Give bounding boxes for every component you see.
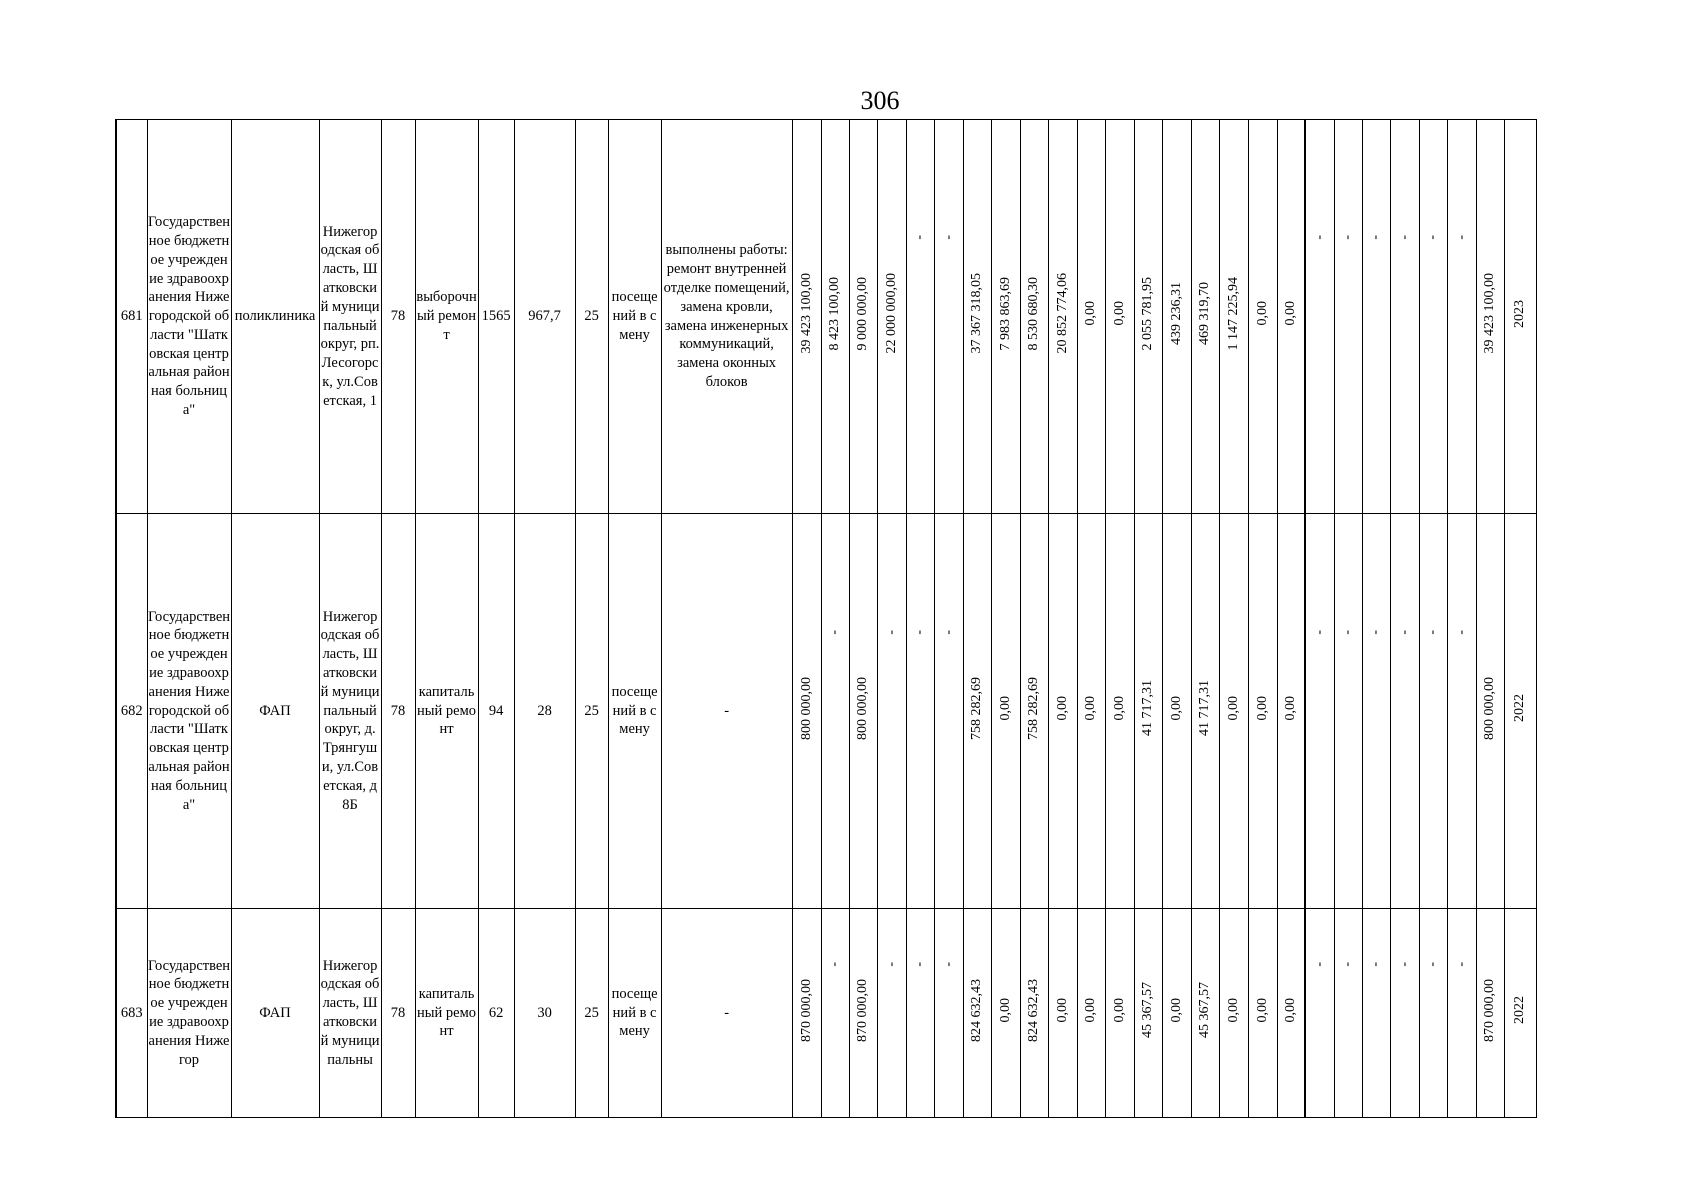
cell-capacity: [575, 909, 608, 1118]
cell-amount: [1077, 120, 1105, 514]
cell-amount: [991, 909, 1020, 1118]
cell-amount: [1334, 120, 1362, 514]
amount-value: 39 423 100,00: [1482, 273, 1498, 354]
cell-amount: [1419, 514, 1447, 909]
cell-amount: [1048, 909, 1077, 1118]
amount-value: 0,00: [1083, 997, 1099, 1023]
cell-amount: [849, 514, 877, 909]
amount-value: -: [1396, 235, 1412, 241]
amount-value: 0,00: [997, 997, 1013, 1023]
cell-capacity-unit: [608, 120, 661, 514]
cell-amount: [934, 120, 963, 514]
capacity: 25: [584, 308, 599, 325]
amount-value: 39 423 100,00: [798, 273, 814, 354]
year-built: 62: [488, 1004, 504, 1021]
cell-amount: [1334, 514, 1362, 909]
cell-amount: [821, 514, 849, 909]
code-cell: 78: [390, 1004, 406, 1021]
cell-amount: [1219, 120, 1248, 514]
cell-facility-type: [231, 514, 319, 909]
amount-value: -: [1453, 629, 1469, 635]
cell-amount: [849, 909, 877, 1118]
work-type: выборочный ремонт: [416, 289, 477, 343]
cell-capacity: [575, 120, 608, 514]
cell-amount: [1105, 120, 1134, 514]
cell-amount: [1105, 909, 1134, 1118]
cell-amount: [1362, 120, 1390, 514]
cell-year-built: [478, 120, 514, 514]
cell-amount: [821, 120, 849, 514]
cell-amount: [1248, 909, 1277, 1118]
cell-amount: [963, 909, 991, 1118]
amount-value: 22 000 000,00: [883, 273, 899, 354]
cell-floor-area: [514, 909, 575, 1118]
amount-value: 0,00: [1254, 997, 1270, 1023]
cell-amount: [1390, 120, 1419, 514]
amount-value: 0,00: [997, 695, 1013, 721]
amount-value: 800 000,00: [1482, 676, 1498, 740]
amount-value: 8 423 100,00: [827, 276, 843, 351]
cell-amount: [877, 514, 906, 909]
cell-amount: [1020, 120, 1048, 514]
cell-amount: [792, 120, 821, 514]
amount-value: 9 000 000,00: [855, 276, 871, 351]
amount-value: 758 282,69: [969, 676, 985, 740]
amount-value: 469 319,70: [1197, 282, 1213, 346]
cell-amount: [1134, 120, 1162, 514]
cell-amount: [1419, 909, 1447, 1118]
cell-amount: [1447, 120, 1476, 514]
cell-works-description: [661, 120, 792, 514]
cell-amount: [1277, 120, 1305, 514]
cell-year-built: [478, 909, 514, 1118]
amount-value: -: [1368, 961, 1384, 967]
cell-amount: [1419, 120, 1447, 514]
cell-amount: [792, 514, 821, 909]
cell-organization-name: [147, 120, 231, 514]
works-description: -: [724, 702, 730, 719]
facility-type: поликлиника: [234, 308, 316, 325]
cell-amount: [1248, 514, 1277, 909]
capacity: 25: [584, 702, 599, 719]
amount-value: 0,00: [1225, 695, 1241, 721]
cell-amount: [1219, 909, 1248, 1118]
cell-facility-type: [231, 120, 319, 514]
amount-value: 7 983 863,69: [997, 276, 1013, 351]
cell-amount: [1191, 120, 1219, 514]
amount-value: -: [1453, 235, 1469, 241]
amount-value: 0,00: [1083, 695, 1099, 721]
cell-works-description: [661, 909, 792, 1118]
amount-value: -: [827, 629, 843, 635]
cell-amount: [1134, 514, 1162, 909]
facility-address: Нижегородская область, Шатковский муниципальный округ, д. Трянгуши, ул.Советская, д8Б: [320, 608, 380, 813]
cell-code-cell: [381, 909, 415, 1118]
table-row: [116, 514, 1537, 909]
cell-amount: [1134, 909, 1162, 1118]
amount-value: -: [1340, 235, 1356, 241]
amount-value: 45 367,57: [1197, 982, 1213, 1039]
amount-value: -: [1425, 961, 1441, 967]
cell-work-type: [415, 120, 478, 514]
amount-value: -: [1311, 235, 1327, 241]
amount-value: 0,00: [1168, 997, 1184, 1023]
work-type: капитальный ремонт: [417, 985, 477, 1040]
amount-value: 824 632,43: [1026, 978, 1042, 1042]
amount-value: 41 717,31: [1197, 680, 1213, 737]
cell-amount: [1305, 514, 1334, 909]
cell-works-description: [661, 514, 792, 909]
amount-value: -: [1311, 629, 1327, 635]
cell-code-cell: [381, 120, 415, 514]
cell-amount: [1105, 514, 1134, 909]
amount-value: 0,00: [1254, 301, 1270, 326]
cell-amount: [991, 120, 1020, 514]
cell-amount: [849, 120, 877, 514]
cell-facility-address: [319, 514, 381, 909]
amount-value: 439 236,31: [1168, 282, 1184, 346]
cell-amount: [1020, 514, 1048, 909]
amount-value: 870 000,00: [1482, 978, 1498, 1042]
register-table: [115, 119, 1537, 1118]
cell-row-number: [116, 120, 147, 514]
cell-amount: [1191, 514, 1219, 909]
cell-amount: [1048, 514, 1077, 909]
amount-value: -: [1425, 235, 1441, 241]
cell-amount: [1162, 514, 1191, 909]
cell-amount: [1476, 120, 1504, 514]
cell-amount: [1277, 514, 1305, 909]
cell-amount: [1504, 120, 1536, 514]
cell-amount: [1077, 909, 1105, 1118]
cell-amount: [1362, 514, 1390, 909]
amount-value: -: [912, 235, 928, 241]
completion-year: 2022: [1512, 996, 1528, 1025]
amount-value: 0,00: [1111, 301, 1127, 326]
amount-value: 758 282,69: [1026, 676, 1042, 740]
cell-amount: [1362, 909, 1390, 1118]
cell-amount: [1077, 514, 1105, 909]
amount-value: -: [827, 961, 843, 967]
amount-value: -: [1368, 235, 1384, 241]
cell-floor-area: [514, 120, 575, 514]
amount-value: 0,00: [1054, 997, 1070, 1023]
works-description: выполнены работы: ремонт внутренней отделке помещений, замена кровли, замена инженерных коммуникаций, замена оконных блоков: [663, 242, 790, 390]
cell-amount: [1305, 120, 1334, 514]
amount-value: -: [1425, 629, 1441, 635]
cell-amount: [1334, 909, 1362, 1118]
amount-value: 20 852 774,06: [1054, 273, 1070, 354]
cell-year-built: [478, 514, 514, 909]
cell-organization-name: [147, 514, 231, 909]
year-built: 94: [488, 702, 504, 719]
facility-address: Нижегородская область, Шатковский муниципальны: [320, 957, 380, 1068]
cell-amount: [792, 909, 821, 1118]
row-number: 682: [120, 702, 143, 719]
amount-value: 41 717,31: [1140, 680, 1156, 737]
amount-value: 0,00: [1168, 695, 1184, 721]
cell-floor-area: [514, 514, 575, 909]
cell-amount: [934, 909, 963, 1118]
amount-value: 8 530 680,30: [1026, 276, 1042, 351]
floor-area: 30: [537, 1004, 552, 1021]
cell-amount: [1305, 909, 1334, 1118]
cell-amount: [877, 909, 906, 1118]
amount-value: -: [940, 235, 956, 241]
facility-type: ФАП: [259, 1004, 291, 1021]
work-type: капитальный ремонт: [417, 683, 477, 738]
amount-value: 870 000,00: [798, 978, 814, 1042]
cell-amount: [1191, 909, 1219, 1118]
amount-value: -: [1311, 961, 1327, 967]
cell-facility-address: [319, 120, 381, 514]
page-number: 306: [860, 86, 900, 115]
cell-capacity-unit: [608, 514, 661, 909]
amount-value: 0,00: [1054, 695, 1070, 721]
amount-value: -: [883, 629, 899, 635]
year-built: 1565: [481, 308, 511, 325]
amount-value: 0,00: [1083, 301, 1099, 326]
code-cell: 78: [390, 308, 406, 325]
works-description: -: [724, 1004, 730, 1021]
cell-capacity-unit: [608, 909, 661, 1118]
table-row: [116, 120, 1537, 514]
capacity-unit: посещений в смену: [611, 289, 658, 343]
amount-value: -: [1453, 961, 1469, 967]
amount-value: -: [1368, 629, 1384, 635]
cell-work-type: [415, 514, 478, 909]
cell-amount: [1219, 514, 1248, 909]
row-number: 681: [120, 308, 143, 325]
cell-code-cell: [381, 514, 415, 909]
cell-row-number: [116, 909, 147, 1118]
amount-value: 0,00: [1282, 695, 1298, 721]
cell-amount: [1248, 120, 1277, 514]
cell-amount: [1390, 909, 1419, 1118]
cell-amount: [877, 120, 906, 514]
cell-amount: [906, 909, 934, 1118]
cell-amount: [1447, 514, 1476, 909]
amount-value: 800 000,00: [855, 676, 871, 740]
cell-organization-name: [147, 909, 231, 1118]
floor-area: 28: [537, 702, 552, 719]
organization-name: Государственное бюджетное учреждение здравоохранения Нижегородской области "Шатковская центральная районная больница": [147, 214, 231, 419]
cell-amount: [1162, 909, 1191, 1118]
amount-value: 824 632,43: [969, 978, 985, 1042]
amount-value: -: [1340, 629, 1356, 635]
cell-amount: [1390, 514, 1419, 909]
cell-amount: [1020, 909, 1048, 1118]
amount-value: 0,00: [1225, 997, 1241, 1023]
cell-amount: [906, 120, 934, 514]
amount-value: 0,00: [1111, 997, 1127, 1023]
cell-amount: [963, 514, 991, 909]
cell-amount: [1476, 909, 1504, 1118]
amount-value: 0,00: [1111, 695, 1127, 721]
cell-amount: [963, 120, 991, 514]
cell-amount: [934, 514, 963, 909]
capacity: 25: [584, 1004, 599, 1021]
amount-value: 0,00: [1254, 695, 1270, 721]
amount-value: -: [1396, 961, 1412, 967]
cell-amount: [1476, 514, 1504, 909]
amount-value: -: [1396, 629, 1412, 635]
cell-facility-address: [319, 909, 381, 1118]
amount-value: 0,00: [1282, 301, 1298, 326]
completion-year: 2022: [1512, 694, 1528, 723]
cell-amount: [1277, 909, 1305, 1118]
row-number: 683: [120, 1004, 143, 1021]
amount-value: 45 367,57: [1140, 982, 1156, 1039]
amount-value: 37 367 318,05: [969, 273, 985, 354]
floor-area: 967,7: [528, 308, 561, 325]
amount-value: -: [1340, 961, 1356, 967]
amount-value: -: [940, 629, 956, 635]
cell-amount: [991, 514, 1020, 909]
amount-value: 0,00: [1282, 997, 1298, 1023]
capacity-unit: посещений в смену: [611, 985, 658, 1040]
amount-value: 870 000,00: [855, 978, 871, 1042]
code-cell: 78: [390, 702, 406, 719]
completion-year: 2023: [1512, 299, 1528, 328]
table-row: [116, 909, 1537, 1118]
amount-value: 2 055 781,95: [1140, 276, 1156, 351]
amount-value: 1 147 225,94: [1225, 276, 1241, 351]
amount-value: -: [940, 961, 956, 967]
capacity-unit: посещений в смену: [611, 683, 658, 738]
facility-address: Нижегородская область, Шатковский муниципальный округ, рп. Лесогорск, ул.Советская, 1: [320, 223, 380, 409]
cell-amount: [1504, 514, 1536, 909]
cell-amount: [906, 514, 934, 909]
cell-amount: [1504, 909, 1536, 1118]
amount-value: -: [912, 629, 928, 635]
facility-type: ФАП: [259, 702, 291, 719]
cell-amount: [1162, 120, 1191, 514]
cell-amount: [1048, 120, 1077, 514]
cell-work-type: [415, 909, 478, 1118]
cell-amount: [821, 909, 849, 1118]
organization-name: Государственное бюджетное учреждение здравоохранения Нижегородской области "Шатковская центральная районная больница": [147, 608, 231, 813]
amount-value: -: [883, 961, 899, 967]
cell-capacity: [575, 514, 608, 909]
cell-facility-type: [231, 909, 319, 1118]
amount-value: 800 000,00: [798, 676, 814, 740]
cell-amount: [1447, 909, 1476, 1118]
organization-name: Государственное бюджетное учреждение здравоохранения Нижегор: [147, 957, 231, 1068]
cell-row-number: [116, 514, 147, 909]
amount-value: -: [912, 961, 928, 967]
